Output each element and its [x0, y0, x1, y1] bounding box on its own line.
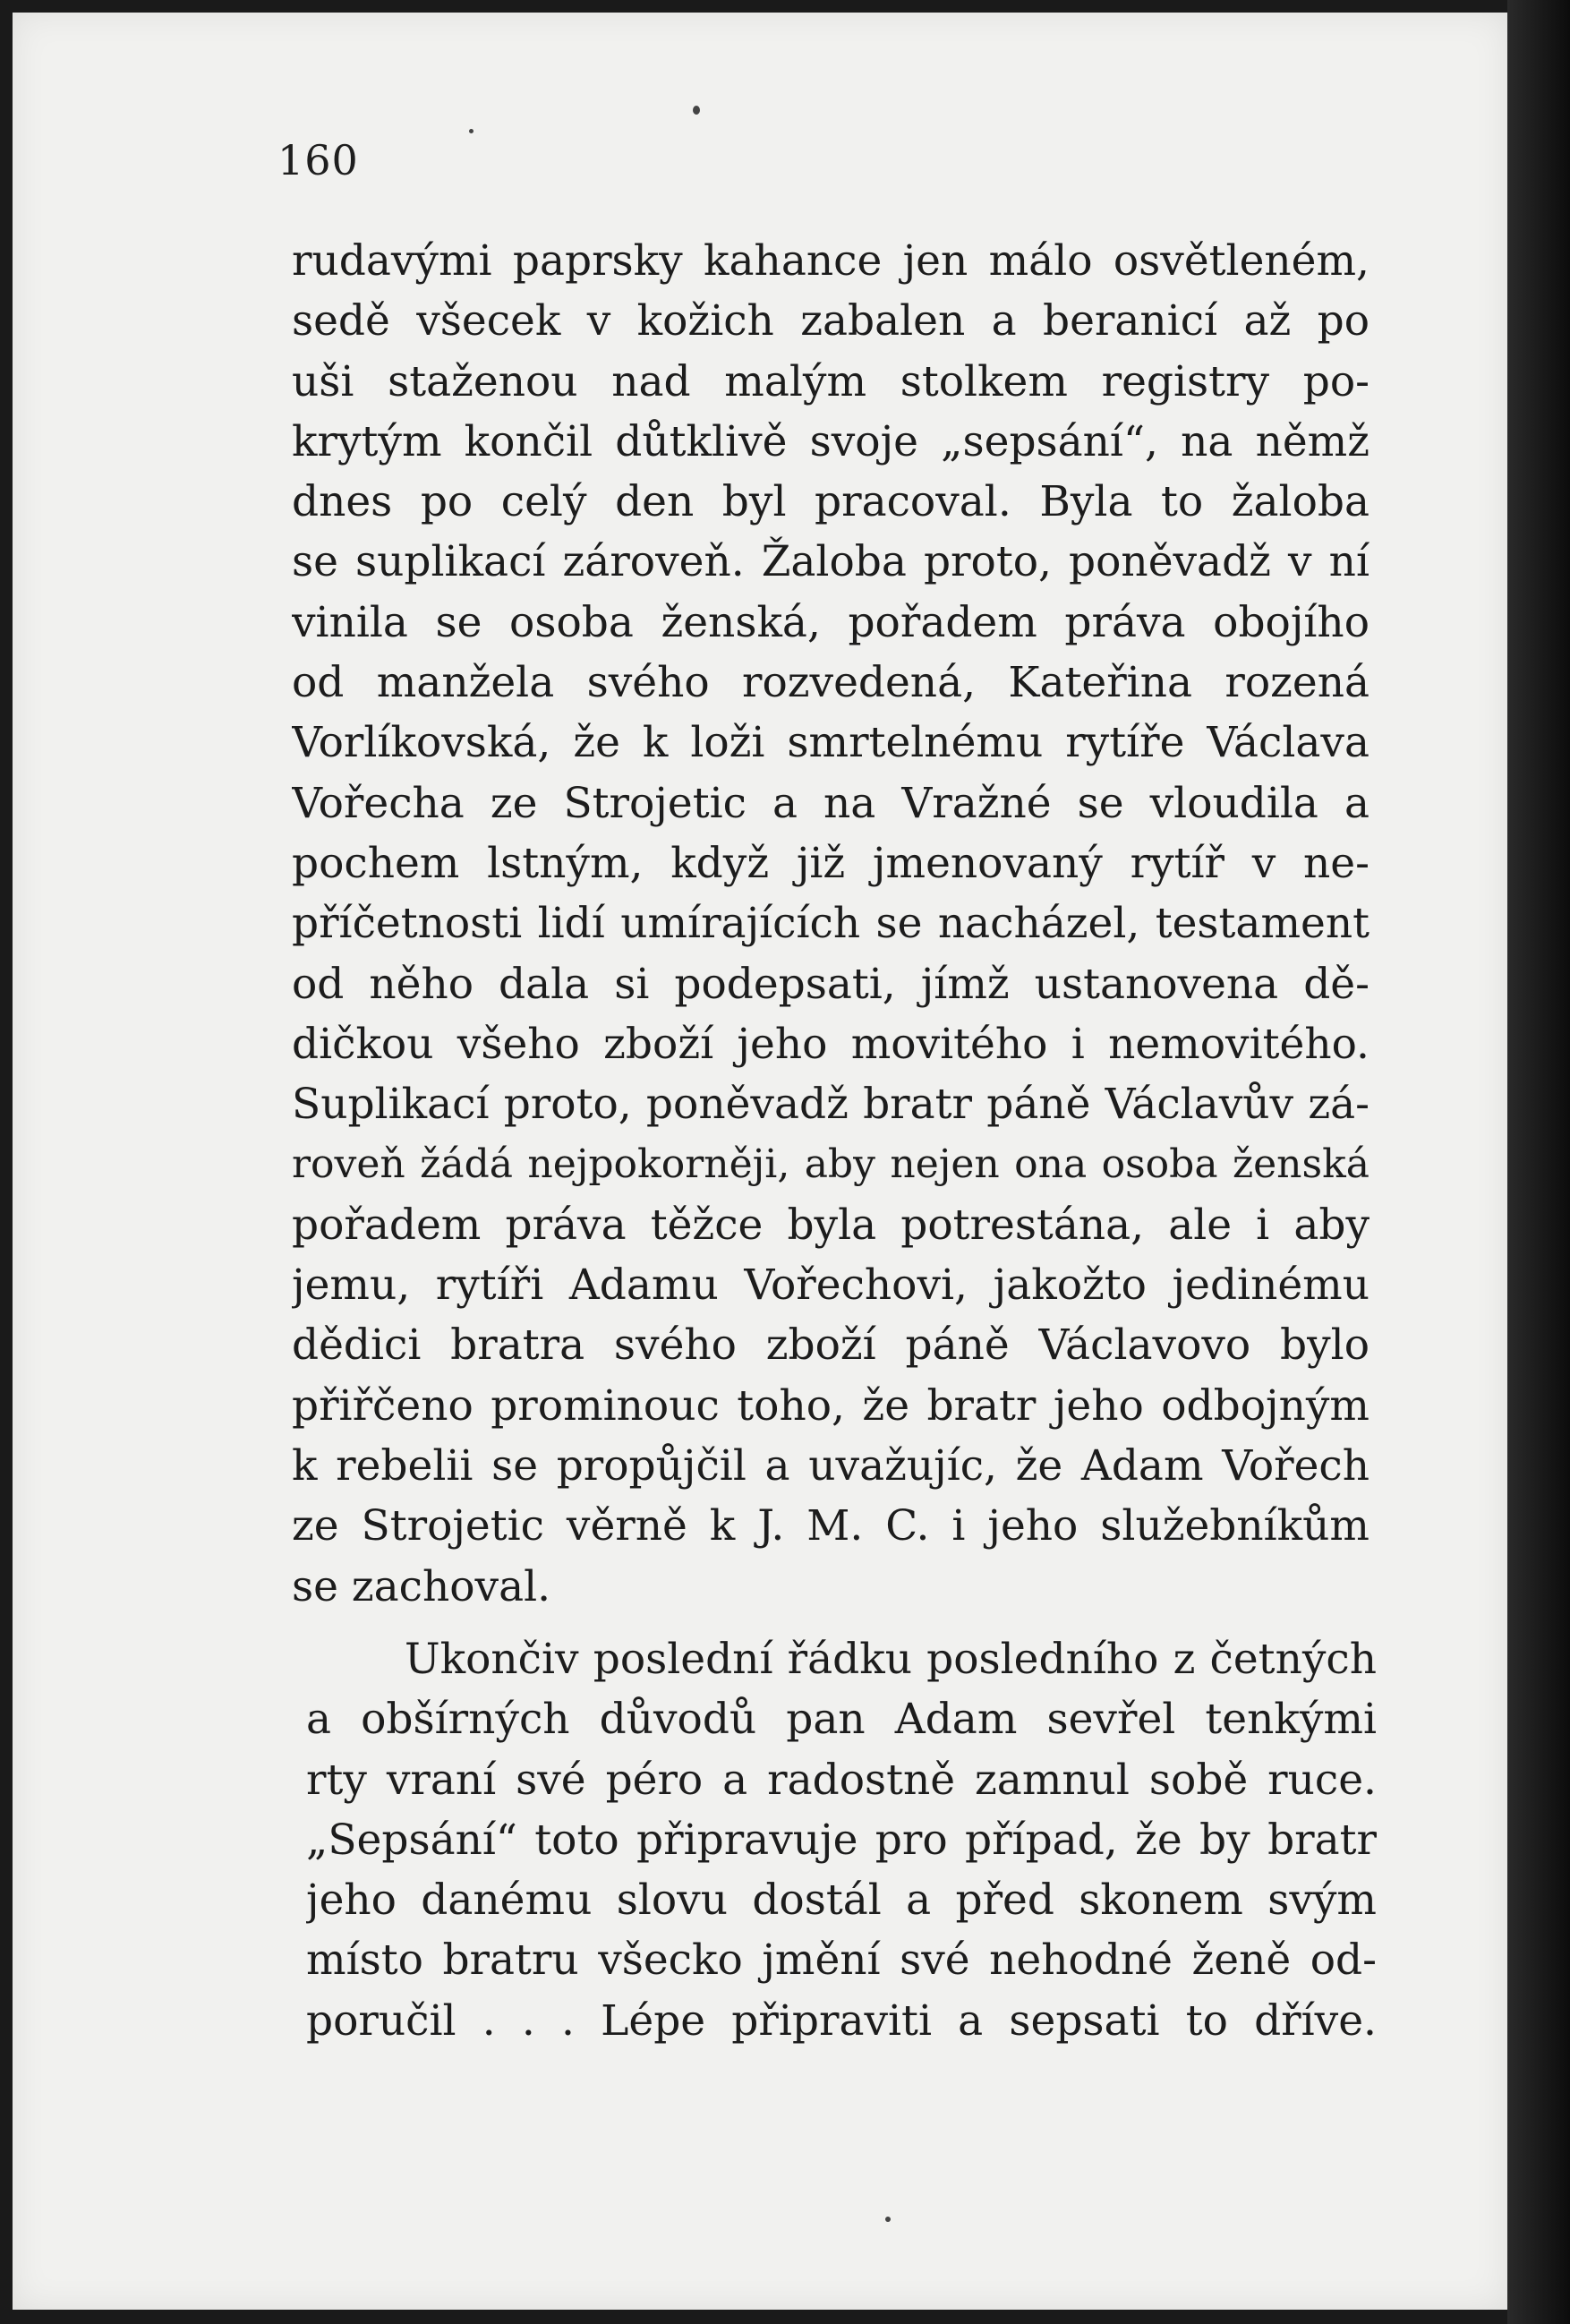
text-line: se zachoval. — [292, 1561, 551, 1611]
text-line: poručil . . . Lépe připraviti a sepsati to dříve. — [306, 1995, 1377, 2046]
text-line: jeho danému slovu dostál a před skonem svým — [306, 1875, 1377, 1926]
text-line: přiřčeno prominouc toho, že bratr jeho odbojným — [292, 1380, 1369, 1431]
text-line: od něho dala si podepsati, jímž ustanovena dě- — [292, 959, 1369, 1009]
text-line: se suplikací zároveň. Žaloba proto, poněvadž v ní — [292, 537, 1369, 587]
text-line: „Sepsání“ toto připravuje pro případ, že by bratr — [306, 1815, 1377, 1865]
text-line: sedě všecek v kožich zabalen a beranicí až po — [292, 296, 1369, 346]
text-line: k rebelii se propůjčil a uvažujíc, že Adam Vořech — [292, 1440, 1369, 1491]
book-page — [13, 13, 1507, 2310]
print-speck — [469, 129, 474, 133]
text-line: Vorlíkovská, že k loži smrtelnému rytíře Václava — [292, 718, 1369, 768]
text-line: pořadem práva těžce byla potrestána, ale i aby — [292, 1200, 1369, 1250]
text-line: dnes po celý den byl pracoval. Byla to žaloba — [292, 477, 1369, 527]
text-line: jemu, rytíři Adamu Vořechovi, jakožto jedinému — [292, 1260, 1369, 1311]
text-line: roveň žádá nejpokorněji, aby nejen ona osoba ženská — [292, 1141, 1369, 1188]
text-line: rty vraní své péro a radostně zamnul sobě ruce. — [306, 1755, 1377, 1805]
text-line: vinila se osoba ženská, pořadem práva obojího — [292, 597, 1369, 647]
text-line: dičkou všeho zboží jeho movitého i nemovitého. — [292, 1019, 1369, 1069]
text-line: Ukončiv poslední řádku posledního z četných — [405, 1635, 1377, 1684]
text-line: krytým končil důtklivě svoje „sepsání“, na němž — [292, 416, 1369, 466]
page-number: 160 — [277, 136, 359, 184]
text-line: Vořecha ze Strojetic a na Vražné se vloudila a — [292, 778, 1369, 828]
text-line: ze Strojetic věrně k J. M. C. i jeho služebníkům — [292, 1501, 1369, 1551]
text-line: příčetnosti lidí umírajících se nacházel, testament — [292, 899, 1369, 949]
text-line: pochem lstným, když již jmenovaný rytíř v ne- — [292, 838, 1369, 888]
paragraph-1 — [292, 231, 1369, 1617]
text-line: a obšírných důvodů pan Adam sevřel tenkými — [306, 1695, 1377, 1745]
text-line: dědici bratra svého zboží páně Václavovo bylo — [292, 1320, 1369, 1371]
text-line: rudavými paprsky kahance jen málo osvětleném, — [292, 236, 1369, 286]
paragraph-2 — [306, 1629, 1377, 2051]
print-speck — [693, 106, 700, 115]
book-binding-edge — [1507, 0, 1570, 2324]
text-line: uši staženou nad malým stolkem registry po- — [292, 356, 1369, 406]
text-line: od manžela svého rozvedená, Kateřina rozená — [292, 658, 1369, 708]
text-line: Suplikací proto, poněvadž bratr páně Václavův zá- — [292, 1080, 1369, 1130]
print-speck — [885, 2217, 891, 2222]
text-line: místo bratru všecko jmění své nehodné ženě od- — [306, 1935, 1377, 1986]
